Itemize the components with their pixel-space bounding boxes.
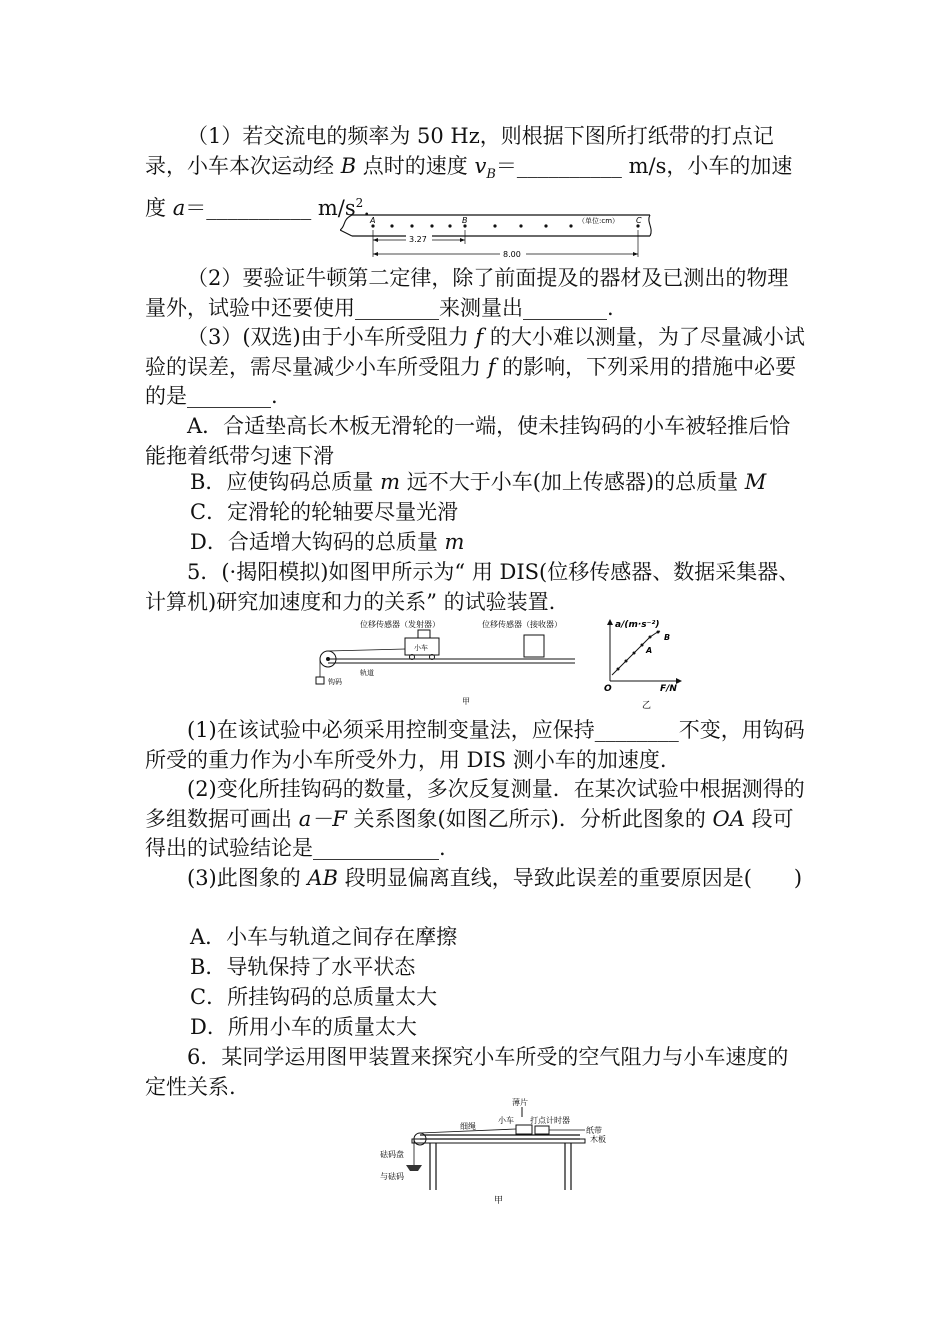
sensor-receiver-label: 位移传感器（接收器）	[482, 620, 562, 629]
tape-label-b: B	[462, 216, 468, 225]
tape-label-a: A	[370, 216, 376, 225]
dis-apparatus-figure	[310, 615, 580, 710]
q4-part2: （2）要验证牛顿第二定律，除了前面提及的器材及已测出的物理量外，试验中还要使用________来测量出________.	[145, 266, 789, 320]
tape-label: 纸带	[586, 1126, 602, 1135]
track-label: 轨道	[360, 669, 374, 677]
q5-part1: (1)在该试验中必须采用控制变量法，应保持________不变，用钩码所受的重力作为小车所受外力，用 DIS 测小车的加速度.	[145, 718, 805, 772]
tape-unit: （单位:cm）	[578, 217, 620, 225]
tape-distance-ab: 3.27	[409, 235, 427, 244]
q5-part3: (3)此图象的 AB 段明显偏离直线，导致此误差的重要原因是( )	[187, 866, 803, 890]
q6-intro: 6．某同学运用图甲装置来探究小车所受的空气阻力与小车速度的定性关系.	[145, 1045, 789, 1099]
q4-option-b: B．应使钩码总质量 m 远不大于小车(加上传感器)的总质量 M	[190, 470, 767, 494]
point-a-label: A	[646, 646, 653, 655]
thin-plate-label: 薄片	[512, 1098, 528, 1107]
tray-label-2: 与砝码	[380, 1172, 404, 1181]
q4-part3: （3）(双选)由于小车所受阻力 f 的大小难以测量，为了尽量减小试验的误差，需尽量减少小车所受阻力 f 的影响，下列采用的措施中必要的是________.	[145, 325, 805, 408]
rope-label: 细绳	[460, 1122, 476, 1131]
y-axis-label: a/(m·s⁻²)	[615, 620, 660, 630]
figure-yi-label: 乙	[642, 701, 652, 711]
figure-jia-label: 甲	[462, 697, 470, 706]
q5-part2: (2)变化所挂钩码的数量，多次反复测量．在某次试验中根据测得的多组数据可画出 a－F 关系图象(如图乙所示)．分析此图象的 OA 段可得出的试验结论是____________.	[145, 777, 805, 860]
origin-label: O	[604, 684, 612, 694]
a-f-graph	[600, 615, 690, 715]
q5-intro: 5．(·揭阳模拟)如图甲所示为“ 用 DIS(位移传感器、数据采集器、计算机)研究加速度和力的关系” 的试验装置.	[145, 560, 800, 614]
q4-option-a: A．合适垫高长木板无滑轮的一端，使未挂钩码的小车被轻推后恰能拖着纸带匀速下滑	[145, 414, 791, 468]
timer-label: 打点计时器	[530, 1116, 570, 1125]
x-axis-label: F/N	[660, 684, 677, 694]
point-b-label: B	[664, 633, 671, 642]
q6-figure-jia-label: 甲	[494, 1196, 504, 1206]
board-label: 木板	[590, 1135, 606, 1144]
tray-label-1: 砝码盘	[380, 1150, 404, 1159]
tape-label-c: C	[636, 216, 642, 225]
q4-option-c: C．定滑轮的轮轴要尽量光滑	[190, 500, 459, 524]
q4-option-d: D．合适增大钩码的总质量 m	[190, 530, 465, 554]
q5-option-c: C．所挂钩码的总质量太大	[190, 985, 438, 1009]
hook-weight-label: 钩码	[328, 678, 342, 686]
car-label: 小车	[414, 644, 428, 652]
q5-option-a: A．小车与轨道之间存在摩擦	[190, 925, 458, 949]
air-resistance-apparatus-figure	[380, 1095, 620, 1210]
q4-part1: （1）若交流电的频率为 50 Hz，则根据下图所打纸带的打点记录，小车本次运动经 B 点时的速度 $v_B=\_\_\_\_\_\_\_\_\_\_$ m/s，小车的加速度 a＝__________ $m/s^2$.	[145, 124, 793, 221]
q6-car-label: 小车	[498, 1116, 514, 1125]
paper-tape-figure	[340, 212, 656, 262]
sensor-transmitter-label: 位移传感器（发射器）	[360, 620, 440, 629]
tape-distance-ac: 8.00	[503, 250, 521, 259]
q5-option-d: D．所用小车的质量太大	[190, 1015, 417, 1039]
q5-option-b: B．导轨保持了水平状态	[190, 955, 416, 979]
